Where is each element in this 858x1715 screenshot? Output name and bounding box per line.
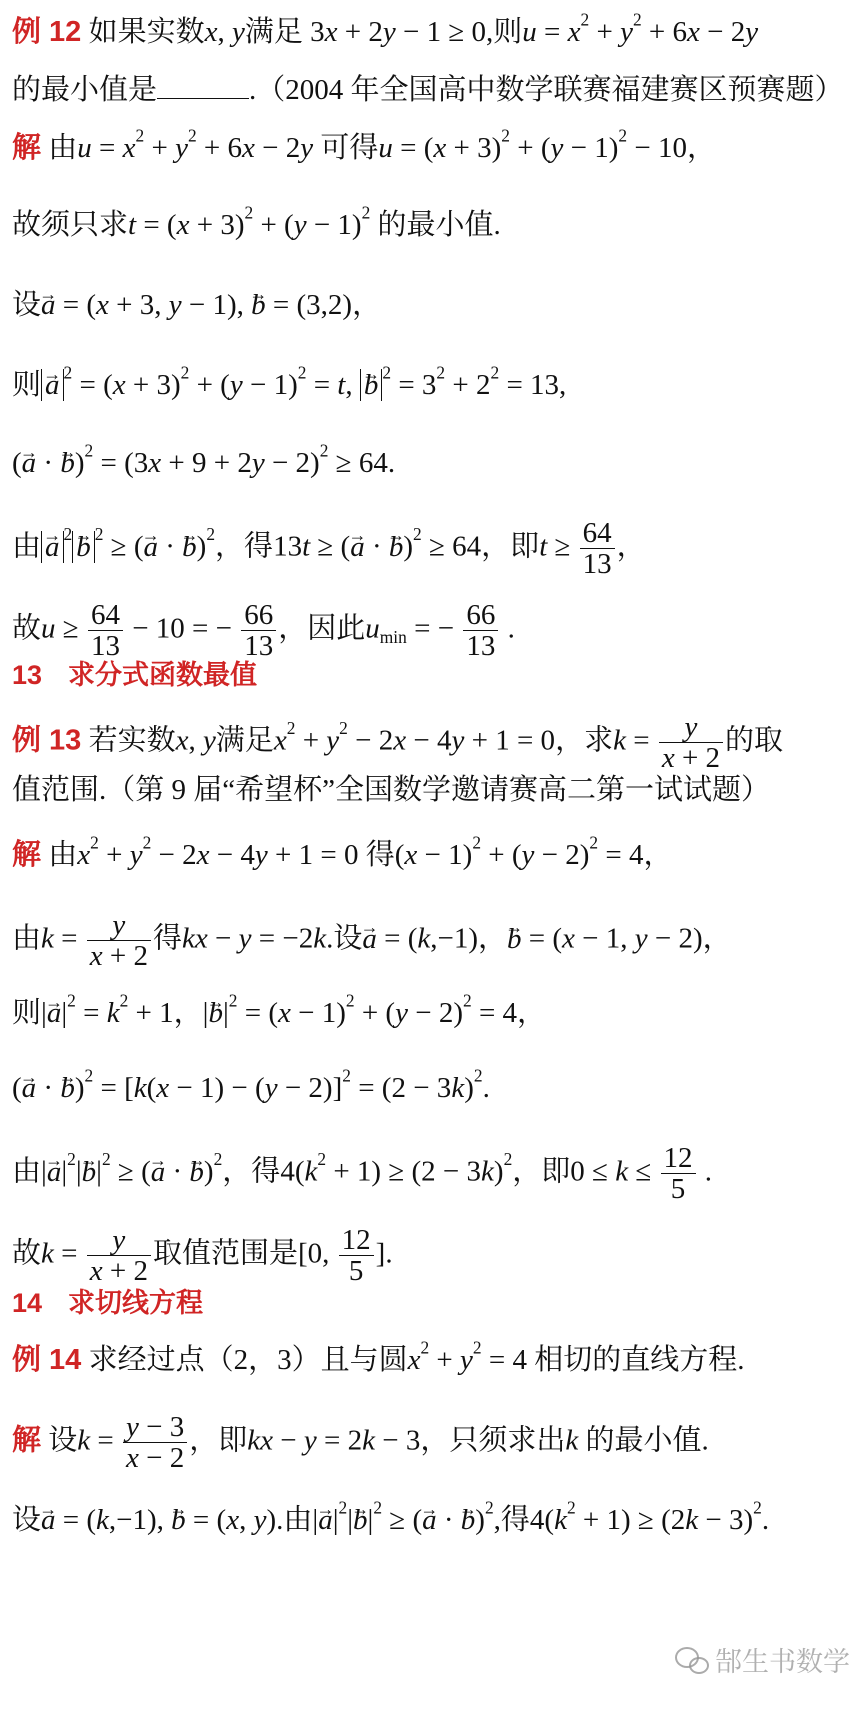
solution-12-line-5: (→ a · → $b)^2 = (3x + 9 + 2y - 2)^2 \ge 64$. [12, 443, 852, 483]
wechat-icon [675, 1645, 709, 1675]
solution-13-line-4: (→ a · → $b)^2 = [k(x - 1) - (y - 2)]^2 = (2 - 3k)^2$. [12, 1068, 852, 1108]
example-12-source: .（2004 年全国高中数学联赛福建赛区预赛题） [249, 74, 844, 106]
watermark-text: 郜生书数学 [715, 1647, 850, 1678]
solution-12-line-3: 设→ a = (x + 3, y − 1), → b = (3,2)， [12, 285, 852, 325]
solution-12-line-7: 故u ≥ $\frac{64}{13}$ − 10 = − $\frac{66}{13}$ ，因此$u_{min}$ = − $\frac{66}{13}$ . [12, 599, 515, 663]
example-13-line-2 [12, 770, 852, 810]
solution-12-tag: 解 [12, 132, 42, 164]
example-12-line-2: 的最小值是 .（2004 年全国高中数学联赛福建赛区预赛题） [12, 74, 844, 106]
solution-12-line-6: 由→ a $^2$→ b $^2$ ≥ (→ a · → b)$^2$，得13t ≥ (→ a · → b)$^2$ ≥ 64，即t ≥ $\frac{64}{13}$ ， [12, 518, 852, 580]
example-12-line-1: 例 12 如果实数x, y满足 3x + 2y − 1 ≥ 0,则$u = x^2 + y^2 + 6x - 2y$ [12, 9, 759, 48]
solution-13-line-1: 解 由$x^2 + y^2 - 2x - 4y + 1 = 0$ 得$(x - 1)^2 + (y - 2)^2 = 4$， [12, 832, 673, 871]
solution-13-line-5: 由|→ $a|^2|\to b|^2$ ≥ (→ a · → b)$^2$，得$4(k^2 + 1) \ge (2 - 3k)^2$，即0 ≤ k ≤ $\frac{12}{5}$ . [12, 1143, 852, 1205]
example-13-line-1: 例 13 若实数x, y满足$x^2 + y^2 - 2x - 4y + 1 = 0$，求k = $\frac{y}{x + 2}$ 的取 [12, 711, 784, 775]
watermark [675, 1640, 850, 1679]
section-14-heading: 14 求切线方程 [12, 1288, 204, 1318]
answer-blank [157, 72, 249, 99]
solution-12-line-2: 故须只求$t = (x + 3)^2 + (y - 1)^2$ 的最小值. [12, 202, 501, 241]
solution-14-line-2: 设→ a = (k,−1), → b = (x, y).由|→ $a|^2|\to b|^2$ ≥ (→ a · → b)$^2$,得$4(k^2 + 1) \ge (2k - 3)^2$. [12, 1500, 852, 1540]
example-13-source: 值范围.（第 9 届“希望杯”全国数学邀请赛高二第一试试题） [12, 774, 770, 806]
solution-13-line-6: 故k = $\frac{y}{x + 2}$ 取值范围是[0, $\frac{12}{5}$ ]. [12, 1224, 393, 1288]
solution-12-line-4: 则→ a $^2 = (x + 3)^2 + (y - 1)^2 = t$, → b $^2 = 3^2 + 2^2 = 13$, [12, 365, 852, 405]
example-14-line-1: 例 14 求经过点（2，3）且与圆$x^2 + y^2 = 4$ 相切的直线方程. [12, 1337, 745, 1376]
solution-13-tag: 解 [12, 839, 42, 871]
solution-13-line-3: 则|→ $a|^2 = k^2 + 1$，|→ $b|^2 = (x - 1)^2 + (y - 2)^2 = 4$， [12, 993, 852, 1033]
solution-14-line-1: 解 设k = $\frac{y - 3}{x - 2}$ ，即kx − y = 2k − 3，只须求出k 的最小值. [12, 1411, 709, 1475]
solution-12-line-1: 解 由$u = x^2 + y^2 + 6x - 2y$ 可得$u = (x + 3)^2 + (y - 1)^2 - 10$， [12, 125, 716, 164]
solution-14-tag: 解 [12, 1424, 42, 1457]
example-14-tag: 例 14 [12, 1344, 82, 1376]
section-13-heading: 13 求分式函数最值 [12, 660, 258, 690]
example-13-tag: 例 13 [12, 724, 82, 757]
solution-13-line-2: 由k = $\frac{y}{x + 2}$ 得kx − y = −2k.设→ a = (k,−1)，→ b = (x − 1, y − 2)， [12, 910, 852, 972]
example-12-tag: 例 12 [12, 16, 82, 48]
